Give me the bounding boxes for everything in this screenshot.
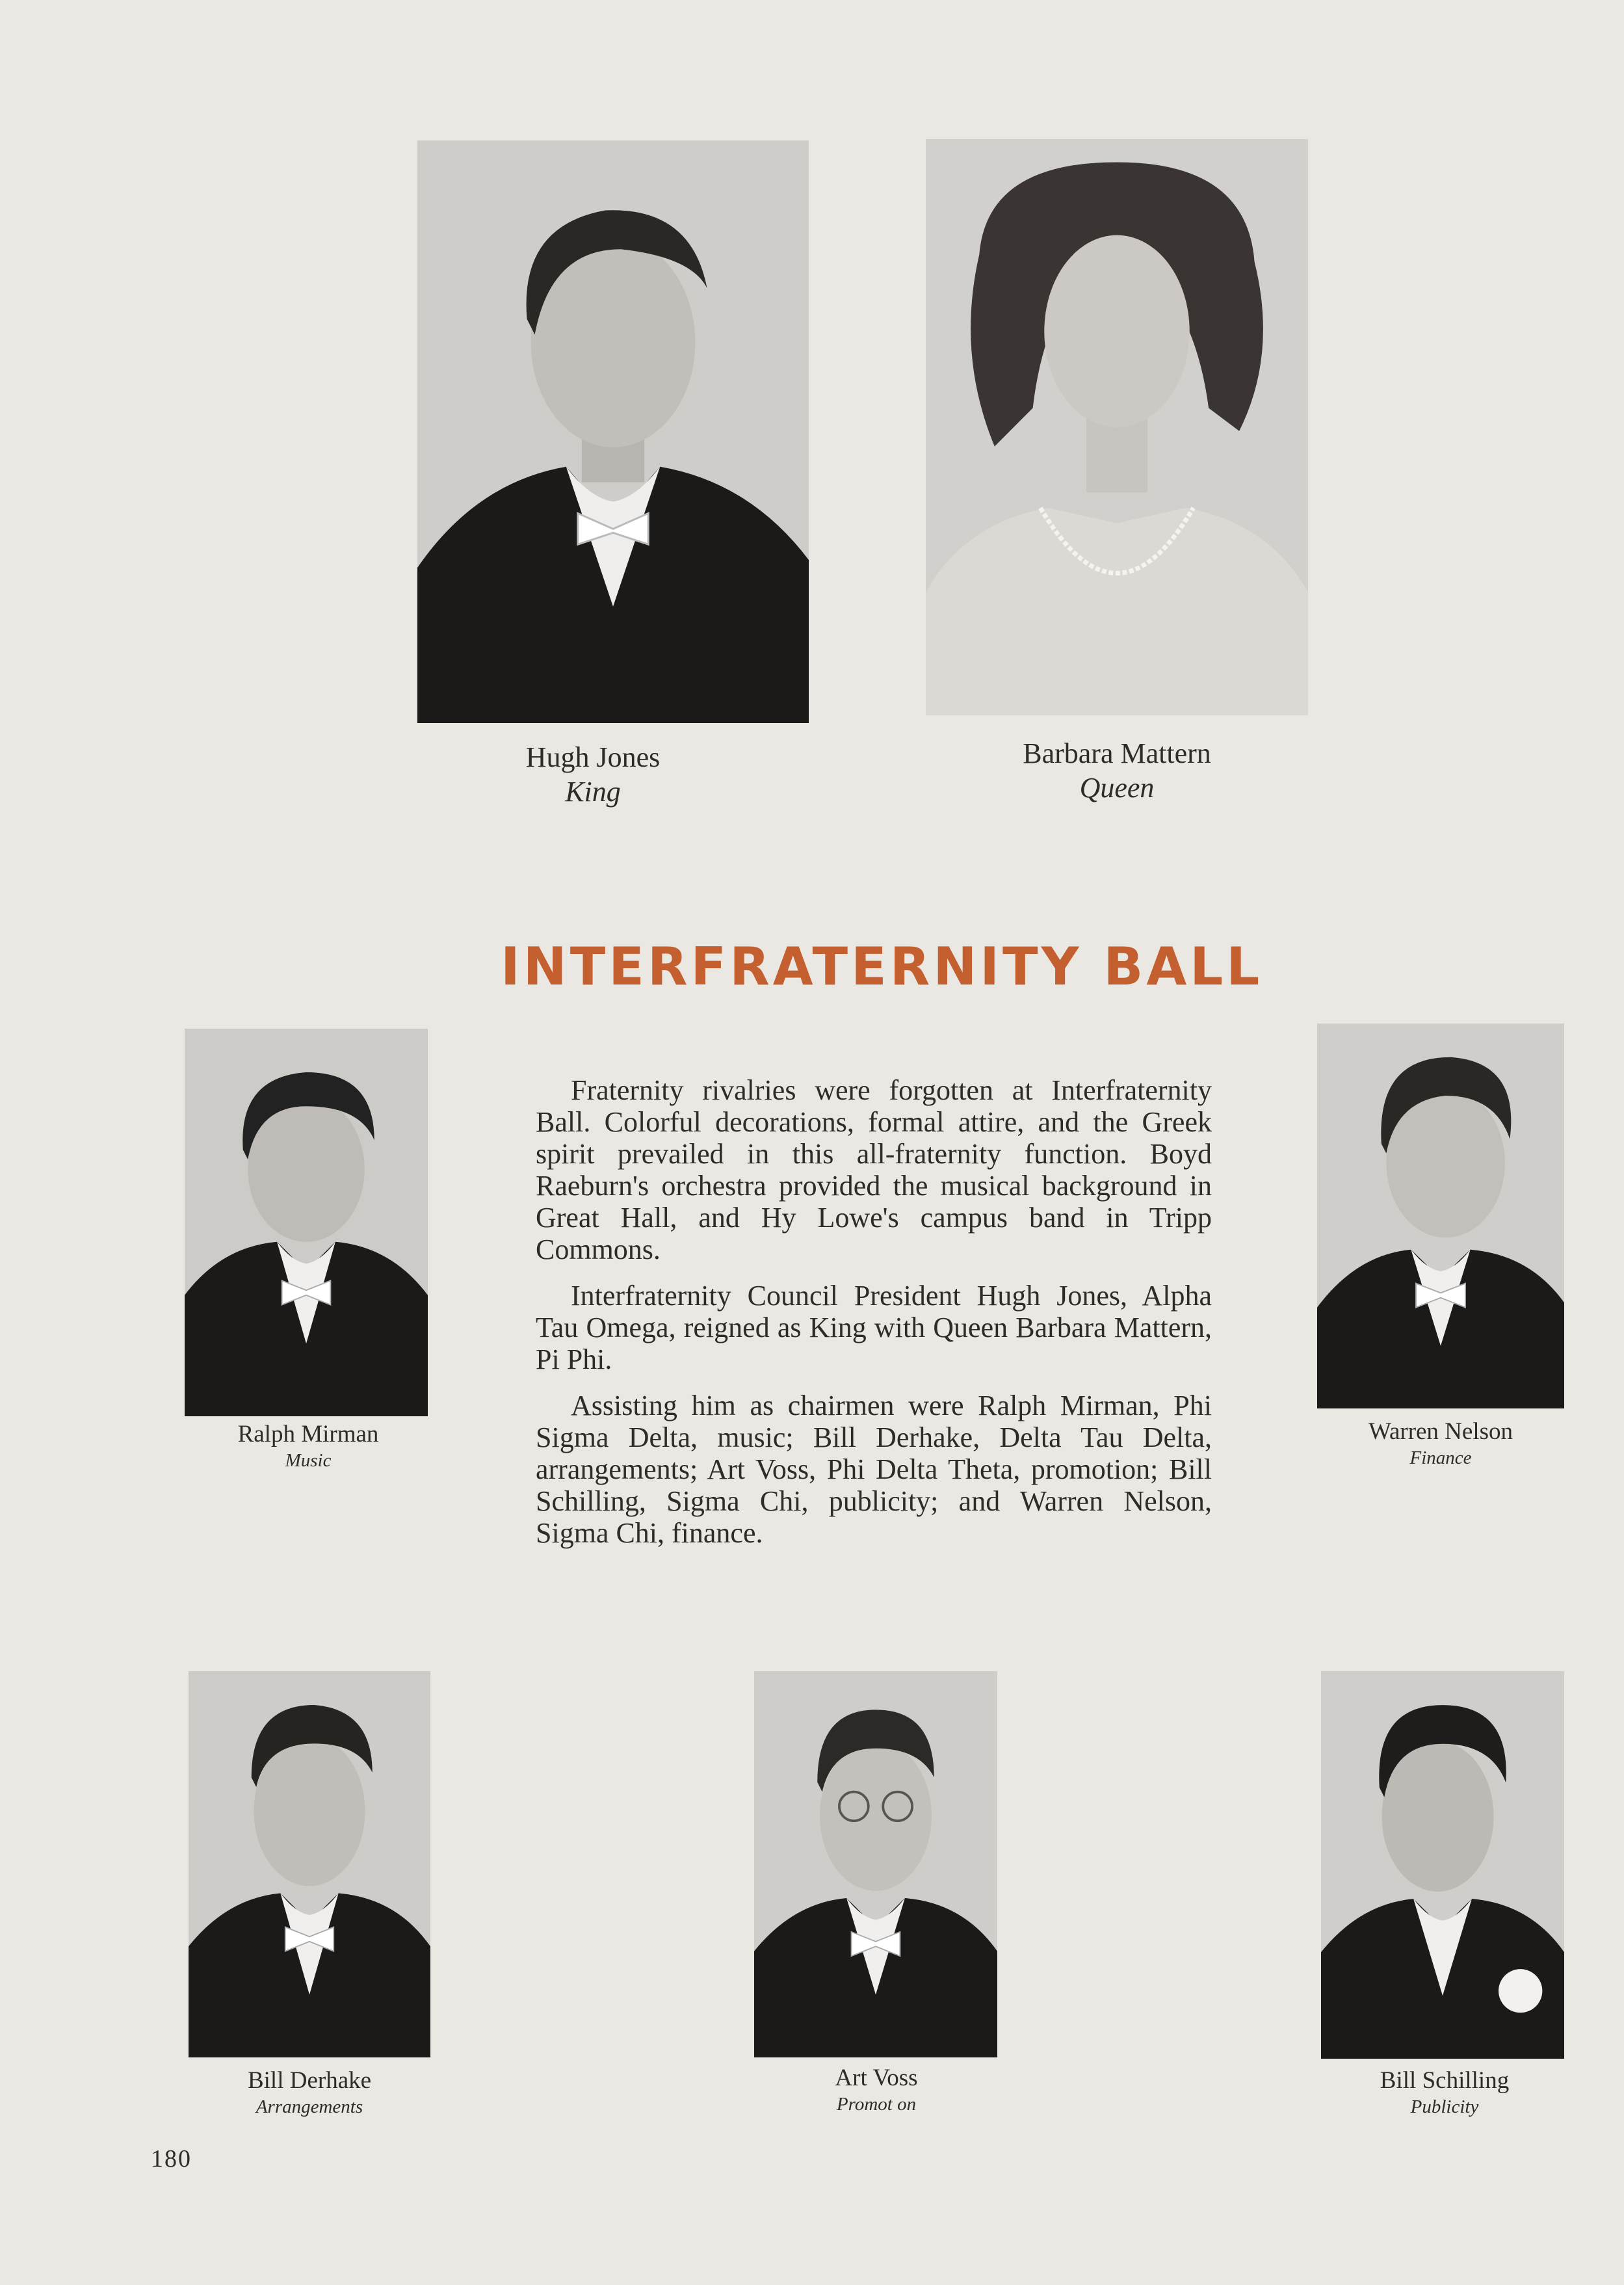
paragraph-3: Assisting him as chairmen were Ralph Mirman, Phi Sigma Delta, music; Bill Derhake, Delta Tau Delta, arrangements; Art Voss, Phi Delta Theta, promotion; Bill Schilling, Sigma Chi, publicity; and Warren Nelson, Sigma Chi, finance. [536, 1390, 1212, 1549]
caption-bill-derhake [248, 2067, 371, 2119]
portrait-queen [926, 139, 1308, 715]
committee-role: Publicity [1410, 2096, 1479, 2117]
committee-name: Ralph Mirman [237, 1421, 379, 1447]
caption-bill-schilling [1380, 2067, 1509, 2119]
page-title: INTERFRATERNITY BALL [501, 936, 1263, 997]
caption-art-voss [835, 2064, 917, 2116]
committee-role: Finance [1409, 1447, 1472, 1468]
committee-role: Music [285, 1450, 332, 1471]
committee-name: Warren Nelson [1368, 1418, 1513, 1445]
paragraph-1: Fraternity rivalries were forgotten at Interfraternity Ball. Colorful decorations, formal attire, and the Greek spirit prevailed in this all-fraternity function. Boyd Raeburn's orchestra provided the musical background in Great Hall, and Hy Lowe's campus band in Tripp Commons. [536, 1074, 1212, 1265]
king-name: Hugh Jones [525, 741, 661, 773]
committee-name: Art Voss [835, 2065, 918, 2091]
king-role: King [565, 776, 621, 808]
portrait-warren-nelson [1317, 1024, 1564, 1408]
caption-warren-nelson [1369, 1418, 1513, 1470]
caption-ralph-mirman [238, 1420, 379, 1472]
caption-queen [1023, 736, 1211, 805]
caption-king [526, 740, 661, 809]
portrait-ralph-mirman [185, 1029, 428, 1416]
portrait-bill-schilling [1321, 1671, 1564, 2059]
article-body [536, 1074, 1212, 1563]
committee-role: Promot on [836, 2094, 917, 2115]
queen-name: Barbara Mattern [1023, 737, 1211, 769]
portrait-king [417, 140, 809, 723]
queen-role: Queen [1079, 772, 1155, 804]
committee-name: Bill Derhake [247, 2067, 372, 2094]
committee-name: Bill Schilling [1380, 2067, 1510, 2094]
page-number: 180 [151, 2145, 192, 2173]
portrait-bill-derhake [189, 1671, 430, 2057]
committee-role: Arrangements [255, 2096, 363, 2117]
paragraph-2: Interfraternity Council President Hugh Jones, Alpha Tau Omega, reigned as King with Queen Barbara Mattern, Pi Phi. [536, 1280, 1212, 1375]
portrait-art-voss [754, 1671, 997, 2057]
